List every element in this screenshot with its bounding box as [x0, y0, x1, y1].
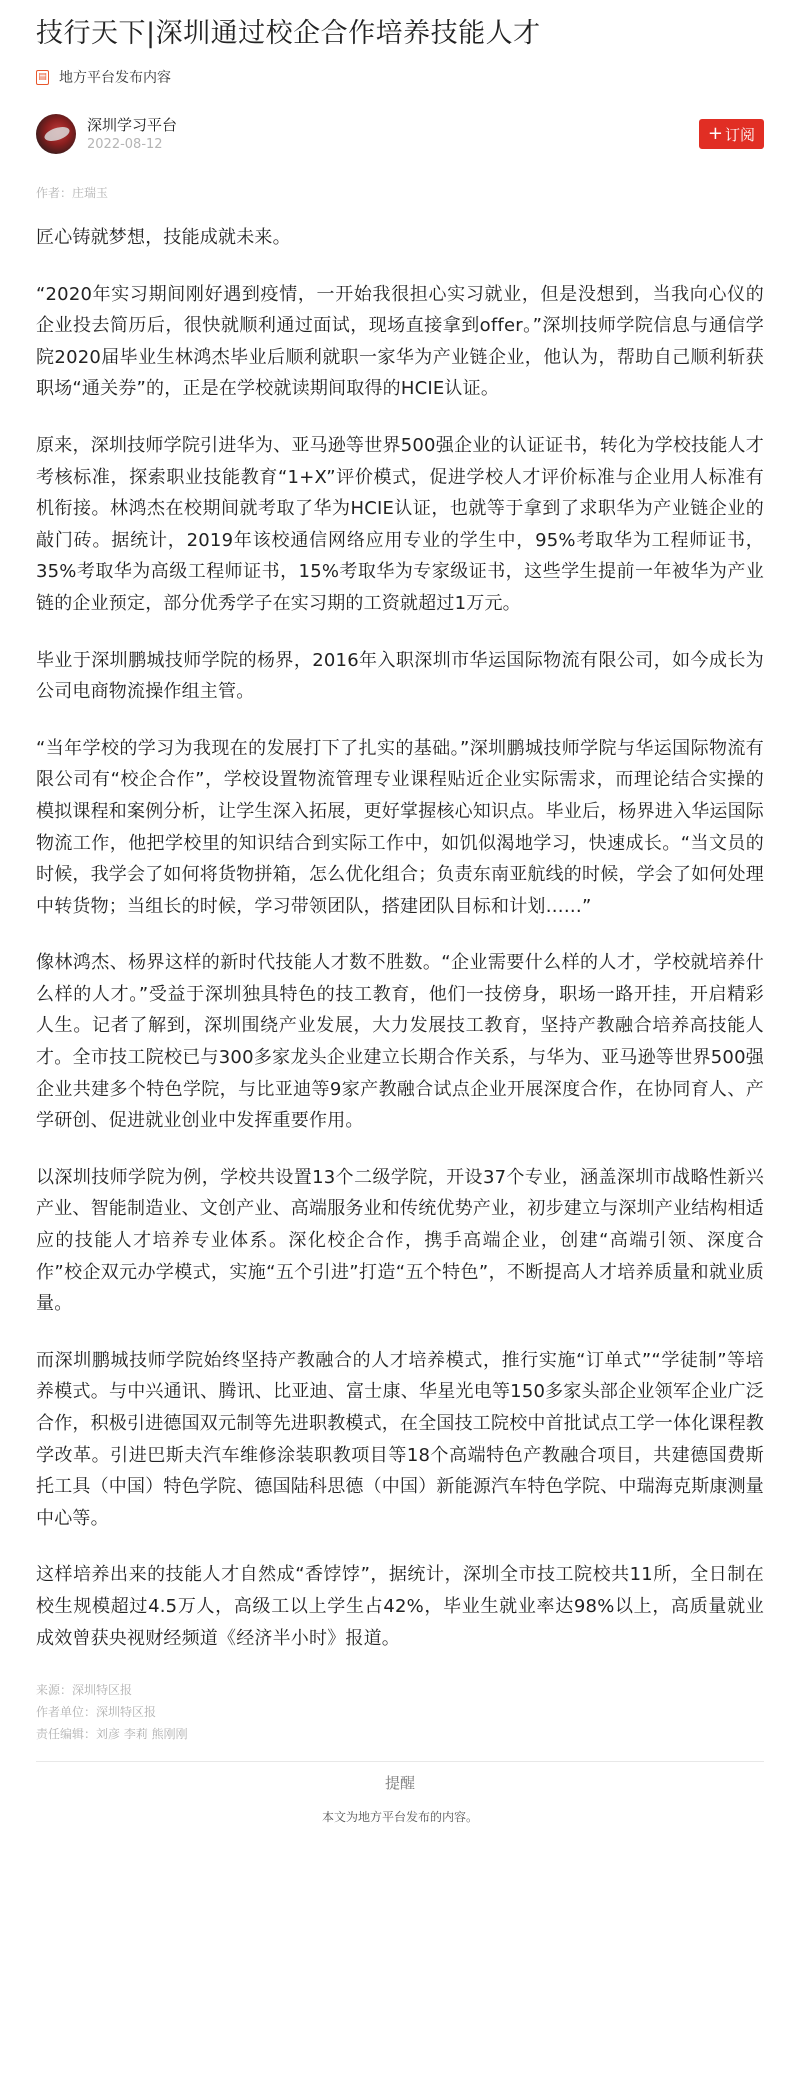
article-paragraph: 原来，深圳技师学院引进华为、亚马逊等世界500强企业的认证证书，转化为学校技能人才考核标准，探索职业技能教育“1+X”评价模式，促进学校人才评价标准与企业用人标准有机衔接。林鸿杰在校期间就考取了华为HCIE认证，也就等于拿到了求职华为产业链企业的敲门砖。据统计，2019年该校通信网络应用专业的学生中，95%考取华为工程师证书，35%考取华为高级工程师证书，15%考取华为专家级证书，这些学生提前一年被华为产业链的企业预定，部分优秀学子在实习期的工资就超过1万元。: [36, 434, 764, 614]
article-body: [36, 222, 764, 1654]
notice-title: 提醒: [384, 1774, 415, 1793]
editor-line: 责任编辑：刘彦 李莉 熊刚刚: [36, 1727, 188, 1742]
article-paragraph: “2020年实习期间刚好遇到疫情，一开始我很担心实习就业，但是没想到，当我向心仪的企业投去简历后，很快就顺利通过面试，现场直接拿到offer。”深圳技师学院信息与通信学院2020届毕业生林鸿杰毕业后顺利就职一家华为产业链企业，他认为，帮助自己顺利斩获职场“通关券”的，正是在学校就读期间取得的HCIE认证。: [36, 283, 764, 400]
subscribe-button[interactable]: [699, 119, 764, 149]
notice-text: 本文为地方平台发布的内容。: [321, 1810, 478, 1825]
author-meta: [87, 115, 177, 154]
article-paragraph: 这样培养出来的技能人才自然成“香饽饽”，据统计，深圳全市技工院校共11所，全日制在校生规模超过4.5万人，高级工以上学生占42%，毕业生就业率达98%以上，高质量就业成效曾获央视财经频道《经济半小时》报道。: [36, 1564, 764, 1649]
local-platform-icon: ▤: [36, 70, 49, 85]
plus-icon: +: [707, 123, 723, 144]
author-row: [36, 112, 764, 156]
article-paragraph: 像林鸿杰、杨界这样的新时代技能人才数不胜数。“企业需要什么样的人才，学校就培养什么样的人才。”受益于深圳独具特色的技工教育，他们一技傍身，职场一路开挂，开启精彩人生。记者了解到，深圳围绕产业发展，大力发展技工教育，坚持产教融合培养高技能人才。全市技工院校已与300多家龙头企业建立长期合作关系，与华为、亚马逊等世界500强企业共建多个特色学院，与比亚迪等9家产教融合试点企业开展深度合作，在协同育人、产学研创、促进就业创业中发挥重要作用。: [36, 952, 764, 1132]
author-name[interactable]: 深圳学习平台: [87, 115, 178, 134]
article-paragraph: 毕业于深圳鹏城技师学院的杨界，2016年入职深圳市华运国际物流有限公司，如今成长为公司电商物流操作组主管。: [36, 649, 764, 703]
article-paragraph: “当年学校的学习为我现在的发展打下了扎实的基础。”深圳鹏城技师学院与华运国际物流有限公司有“校企合作”，学校设置物流管理专业课程贴近企业实际需求，而理论结合实操的模拟课程和案例分析，让学生深入拓展，更好掌握核心知识点。毕业后，杨界进入华运国际物流工作，他把学校里的知识结合到实际工作中，如饥似渴地学习，快速成长。“当文员的时候，我学会了如何将货物拼箱，怎么优化组合；负责东南亚航线的时候，学会了如何处理中转货物；当组长的时候，学习带领团队，搭建团队目标和计划……”: [36, 737, 764, 917]
avatar[interactable]: [36, 114, 76, 154]
article-paragraph: 匠心铸就梦想，技能成就未来。: [36, 227, 291, 248]
article-paragraph: 以深圳技师学院为例，学校共设置13个二级学院，开设37个专业，涵盖深圳市战略性新兴产业、智能制造业、文创产业、高端服务业和传统优势产业，初步建立与深圳产业结构相适应的技能人才培养专业体系。深化校企合作，携手高端企业，创建“高端引领、深度合作”校企双元办学模式，实施“五个引进”打造“五个特色”，不断提高人才培养质量和就业质量。: [36, 1166, 764, 1315]
publish-date: 2022-08-12: [87, 136, 163, 152]
article-paragraph: 而深圳鹏城技师学院始终坚持产教融合的人才培养模式，推行实施“订单式”“学徒制”等培养模式。与中兴通讯、腾讯、比亚迪、富士康、华星光电等150多家头部企业领军企业广泛合作，积极引进德国双元制等先进职教模式，在全国技工院校中首批试点工学一体化课程教学改革。引进巴斯夫汽车维修涂装职教项目等18个高端特色产教融合项目，共建德国费斯托工具（中国）特色学院、德国陆科思德（中国）新能源汽车特色学院、中瑞海克斯康测量中心等。: [36, 1349, 764, 1529]
platform-tag: [36, 66, 764, 88]
subscribe-label: 订阅: [724, 125, 755, 144]
author-unit-line: 作者单位：深圳特区报: [36, 1705, 157, 1720]
article-title: 技行天下|深圳通过校企合作培养技能人才: [36, 18, 541, 49]
byline: 作者：庄瑞玉: [36, 186, 109, 200]
notice-box: [36, 1761, 764, 1826]
source-line: 来源：深圳特区报: [36, 1683, 133, 1698]
footer-meta: [36, 1679, 764, 1745]
platform-tag-label: 地方平台发布内容: [59, 70, 171, 86]
